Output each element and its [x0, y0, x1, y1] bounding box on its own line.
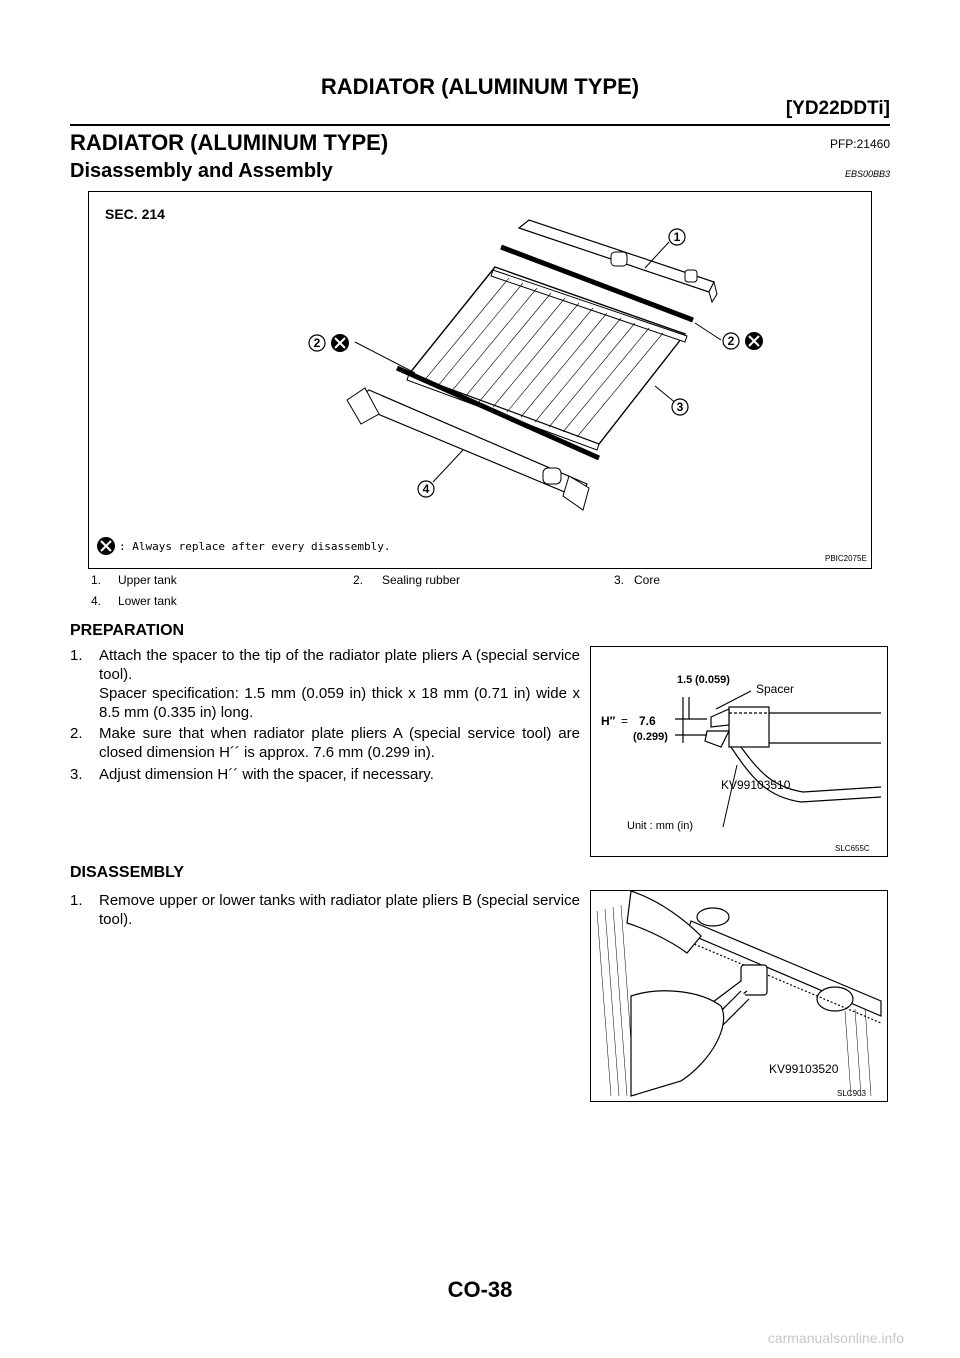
figure-id: PBIC2075E	[825, 554, 867, 563]
engine-model: [YD22DDTi]	[785, 98, 890, 119]
tank-removal-figure	[590, 890, 888, 1102]
tool-number: KV99103510	[721, 778, 791, 792]
watermark: carmanualsonline.info	[767, 1330, 904, 1346]
callout-2-left: 2	[313, 336, 321, 350]
radiator-exploded-drawing	[89, 192, 871, 568]
disassembly-step: 1. Remove upper or lower tanks with radiator plate pliers B (special service tool).	[70, 892, 580, 928]
section-title: RADIATOR (ALUMINUM TYPE)	[70, 130, 389, 155]
h-dimension-label: H″	[601, 714, 616, 728]
figure-id: SLC903	[837, 1089, 866, 1098]
equals-sign: =	[621, 714, 629, 728]
hands-and-pliers-drawing	[627, 891, 767, 1096]
page-number: CO-38	[447, 1277, 513, 1302]
callout-4: 4	[422, 482, 430, 496]
tool-number: KV99103520	[769, 1062, 839, 1076]
pliers-spacer-drawing	[591, 647, 887, 856]
pliers-tool-drawing	[675, 691, 881, 827]
pfp-code: PFP:21460	[829, 137, 890, 151]
preparation-step: 1. Attach the spacer to the tip of the radiator plate pliers A (special service tool). Spacer specification: 1.5 mm (0.059 in) thick x 18 mm (0.71 in) wide x 8.5 mm (0.335 in) long.	[70, 647, 580, 721]
unit-label: Unit : mm (in)	[627, 820, 693, 832]
core-drawing	[407, 267, 687, 450]
preparation-step: 3. Adjust dimension H´´ with the spacer, if necessary.	[70, 766, 434, 783]
dim-spacer-thickness-in: (0.059)	[695, 674, 730, 686]
doc-code: EBS00BB3	[844, 169, 890, 179]
callout-3: 3	[676, 400, 684, 414]
header-rule	[70, 124, 890, 126]
tank-removal-drawing	[591, 891, 887, 1101]
callout-1: 1	[673, 230, 681, 244]
preparation-step: 2. Make sure that when radiator plate pliers A (special service tool) are closed dimension H´´ is approx. 7.6 mm (0.299 in).	[70, 725, 580, 761]
figure-id: SLC655C	[835, 844, 870, 853]
disassembly-heading: DISASSEMBLY	[70, 864, 185, 881]
dim-h-value: 7.6	[639, 714, 656, 728]
pliers-spacer-figure	[590, 646, 888, 857]
spacer-label: Spacer	[756, 682, 795, 696]
dim-h-value-in: (0.299)	[633, 731, 668, 743]
radiator-exploded-figure	[88, 191, 872, 569]
dim-spacer-thickness: 1.5	[677, 674, 693, 686]
running-header-title: RADIATOR (ALUMINUM TYPE)	[320, 74, 640, 99]
sec-number: SEC. 214	[105, 206, 165, 222]
replace-note: : Always replace after every disassembly.	[119, 540, 391, 553]
subsection-title: Disassembly and Assembly	[70, 160, 333, 182]
preparation-heading: PREPARATION	[70, 622, 185, 639]
callout-2-right: 2	[727, 334, 735, 348]
